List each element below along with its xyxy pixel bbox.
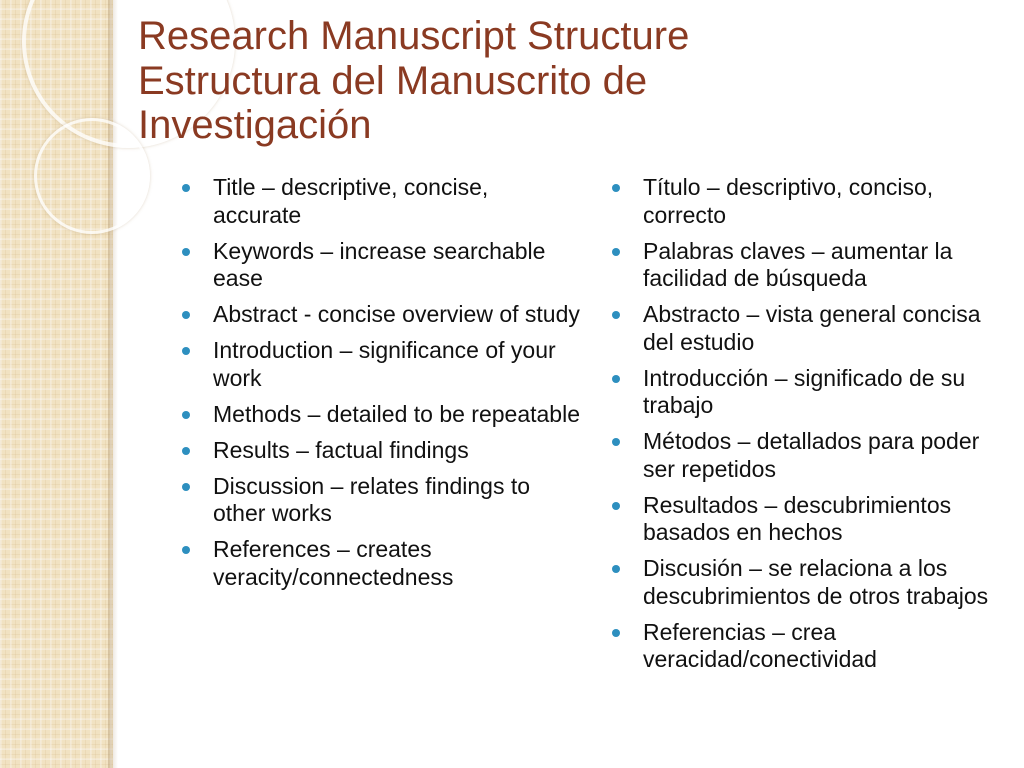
decorative-ring-small (34, 118, 150, 234)
title-line-english: Research Manuscript Structure (138, 14, 690, 58)
list-item (610, 365, 1010, 420)
list-item-text: Discusión – se relaciona a los descubrimientos de otros trabajos (643, 555, 989, 609)
title-line-spanish-2: Investigación (138, 103, 372, 147)
spanish-bullet-column (610, 174, 1010, 682)
list-item (180, 473, 580, 528)
slide-title (138, 14, 998, 148)
bullet-dot-icon (612, 438, 620, 446)
list-item-text: Introducción – significado de su trabajo (643, 364, 966, 418)
list-item (180, 437, 580, 465)
list-item-text: Métodos – detallados para poder ser repetidos (643, 428, 980, 482)
bullet-dot-icon (612, 311, 620, 319)
bullet-dot-icon (182, 483, 190, 491)
list-item (610, 238, 1010, 293)
english-bullet-list (180, 174, 580, 591)
bullet-dot-icon (182, 311, 190, 319)
list-item-text: Results – factual findings (213, 436, 469, 463)
list-item (180, 536, 580, 591)
bullet-dot-icon (182, 411, 190, 419)
bullet-dot-icon (612, 502, 620, 510)
list-item (610, 492, 1010, 547)
list-item-text: Methods – detailed to be repeatable (213, 400, 580, 427)
bullet-dot-icon (612, 248, 620, 256)
list-item-text: Abstracto – vista general concisa del estudio (643, 301, 981, 355)
list-item-text: Resultados – descubrimientos basados en hechos (643, 491, 952, 545)
list-item (180, 337, 580, 392)
list-item-text: Abstract - concise overview of study (213, 301, 580, 327)
list-item (610, 428, 1010, 483)
list-item (610, 174, 1010, 229)
bullet-dot-icon (612, 565, 620, 573)
list-item-text: References – creates veracity/connectedness (213, 536, 454, 590)
list-item-text: Introduction – significance of your work (213, 337, 556, 391)
spanish-bullet-list (610, 174, 1010, 674)
bullet-dot-icon (612, 184, 620, 192)
list-item (610, 555, 1010, 610)
list-item (180, 401, 580, 429)
bullet-dot-icon (182, 248, 190, 256)
list-item (180, 238, 580, 293)
list-item-text: Referencias – crea veracidad/conectividad (643, 618, 877, 672)
bullet-dot-icon (182, 184, 190, 192)
list-item (610, 301, 1010, 356)
list-item-text: Title – descriptive, concise, accurate (213, 174, 489, 228)
bullet-dot-icon (182, 546, 190, 554)
bullet-dot-icon (182, 447, 190, 455)
list-item-text: Discussion – relates findings to other works (213, 472, 531, 526)
list-item-text: Keywords – increase searchable ease (213, 237, 546, 291)
list-item-text: Título – descriptivo, conciso, correcto (643, 174, 934, 228)
bullet-dot-icon (612, 375, 620, 383)
list-item (180, 301, 580, 329)
list-item (610, 619, 1010, 674)
list-item (180, 174, 580, 229)
english-bullet-column (180, 174, 580, 600)
bullet-dot-icon (182, 347, 190, 355)
list-item-text: Palabras claves – aumentar la facilidad de búsqueda (643, 237, 953, 291)
bullet-dot-icon (612, 629, 620, 637)
title-line-spanish-1: Estructura del Manuscrito de (138, 58, 648, 103)
